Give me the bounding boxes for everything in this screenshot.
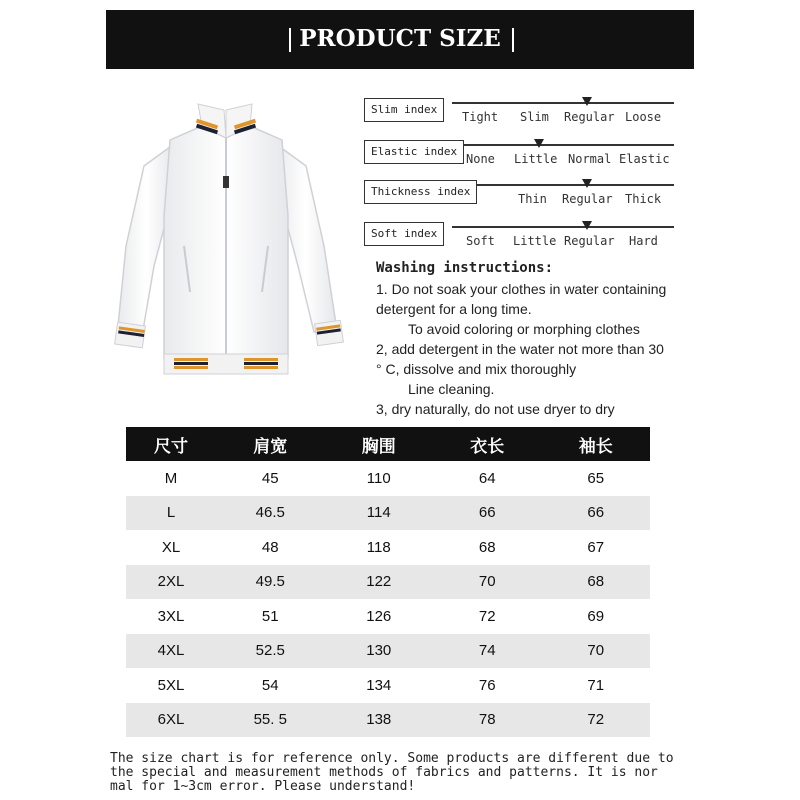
note-line: mal for 1~3cm error. Please understand! xyxy=(110,779,416,794)
size-column-header: 尺寸 xyxy=(126,427,216,461)
sleeve-cell: 66 xyxy=(542,496,651,531)
elastic-index-row xyxy=(364,138,674,168)
size-cell: 6XL xyxy=(126,703,216,738)
slim-index-label: Slim index xyxy=(364,98,444,122)
note-line: The size chart is for reference only. Some products are different due to xyxy=(110,751,674,766)
chest-cell: 122 xyxy=(325,565,434,600)
chest-cell: 130 xyxy=(325,634,434,669)
length-cell: 70 xyxy=(433,565,542,600)
slim-index-scale-line xyxy=(452,102,674,104)
thickness-index-option: Regular xyxy=(562,192,613,206)
size-cell: 4XL xyxy=(126,634,216,669)
shoulder-cell: 46.5 xyxy=(216,496,325,531)
shoulder-cell: 51 xyxy=(261,607,279,625)
table-row xyxy=(126,530,650,565)
sleeve-cell: 65 xyxy=(587,469,605,487)
shoulder-cell: 54 xyxy=(261,676,279,694)
chest-cell: 114 xyxy=(325,496,434,531)
washing-line: 2, add detergent in the water not more than 30 xyxy=(376,341,664,357)
shoulder-cell: 48 xyxy=(261,538,279,556)
size-cell: M xyxy=(164,469,178,487)
shoulder-cell: 45 xyxy=(261,469,279,487)
soft-index-selected-marker xyxy=(582,221,592,230)
washing-line: ° C, dissolve and mix thoroughly xyxy=(376,361,577,377)
elastic-index-option: Normal xyxy=(568,152,612,166)
elastic-index-option: Little xyxy=(514,152,558,166)
washing-line: 1. Do not soak your clothes in water containing xyxy=(376,281,667,297)
size-table xyxy=(126,427,650,737)
slim-index-option: Tight xyxy=(462,110,499,124)
size-cell: 2XL xyxy=(126,565,216,600)
elastic-index-selected-marker xyxy=(534,139,544,148)
soft-index-row xyxy=(364,220,674,250)
size-cell: 5XL xyxy=(157,676,185,694)
jacket-product-image xyxy=(104,96,348,386)
size-cell: L xyxy=(126,496,216,531)
table-row xyxy=(126,565,650,600)
size-cell: XL xyxy=(161,538,181,556)
length-cell: 76 xyxy=(478,676,496,694)
thickness-index-label: Thickness index xyxy=(364,180,477,204)
size-table-header-row xyxy=(126,427,650,461)
table-row xyxy=(126,668,650,703)
length-cell: 78 xyxy=(433,703,542,738)
slim-index-row xyxy=(364,96,674,126)
soft-index-option: Regular xyxy=(564,234,615,248)
slim-index-option: Regular xyxy=(564,110,615,124)
shoulder-cell: 49.5 xyxy=(216,565,325,600)
size-chart-note xyxy=(110,752,700,794)
thickness-index-option: Thick xyxy=(625,192,662,206)
slim-index-option: Slim xyxy=(520,110,549,124)
washing-instructions xyxy=(376,260,696,419)
thickness-index-option: Thin xyxy=(518,192,547,206)
table-row xyxy=(126,461,650,496)
sleeve-cell: 70 xyxy=(542,634,651,669)
table-row xyxy=(126,496,650,531)
length-cell: 68 xyxy=(478,538,496,556)
washing-line: 3, dry naturally, do not use dryer to dry xyxy=(376,401,615,417)
washing-line: Line cleaning. xyxy=(408,381,495,397)
length-cell: 66 xyxy=(433,496,542,531)
sleeve-cell: 67 xyxy=(587,538,605,556)
soft-index-option: Soft xyxy=(466,234,495,248)
elastic-index-label: Elastic index xyxy=(364,140,464,164)
note-line: the special and measurement methods of fabrics and patterns. It is nor xyxy=(110,765,658,780)
chest-cell: 118 xyxy=(366,538,391,556)
soft-index-label: Soft index xyxy=(364,222,444,246)
sleeve-cell: 71 xyxy=(587,676,605,694)
sleeve-cell: 68 xyxy=(542,565,651,600)
table-row xyxy=(126,703,650,738)
length-cell: 74 xyxy=(433,634,542,669)
washing-line: To avoid coloring or morphing clothes xyxy=(408,321,640,337)
thickness-index-scale-line xyxy=(452,184,674,186)
product-size-header xyxy=(106,10,694,69)
sleeve-cell: 69 xyxy=(587,607,605,625)
table-row xyxy=(126,634,650,669)
length-column-header: 衣长 xyxy=(433,427,542,461)
chest-cell: 126 xyxy=(366,607,392,625)
length-cell: 72 xyxy=(478,607,496,625)
thickness-index-row xyxy=(364,178,674,208)
soft-index-option: Little xyxy=(513,234,557,248)
size-cell: 3XL xyxy=(157,607,185,625)
chest-column-header: 胸围 xyxy=(325,427,434,461)
thickness-index-selected-marker xyxy=(582,179,592,188)
chest-cell: 110 xyxy=(366,469,391,487)
slim-index-option: Loose xyxy=(625,110,662,124)
header-divider-right xyxy=(512,28,514,52)
chest-cell: 138 xyxy=(325,703,434,738)
shoulder-cell: 52.5 xyxy=(216,634,325,669)
table-row xyxy=(126,599,650,634)
sleeve-cell: 72 xyxy=(542,703,651,738)
shoulder-cell: 55. 5 xyxy=(216,703,325,738)
sleeve-column-header: 袖长 xyxy=(542,427,651,461)
soft-index-option: Hard xyxy=(629,234,658,248)
soft-index-scale-line xyxy=(452,226,674,228)
chest-cell: 134 xyxy=(366,676,392,694)
elastic-index-option: None xyxy=(466,152,495,166)
elastic-index-option: Elastic xyxy=(619,152,670,166)
page-title: PRODUCT SIZE xyxy=(299,25,501,52)
length-cell: 64 xyxy=(478,469,496,487)
washing-title: Washing instructions: xyxy=(376,260,554,276)
slim-index-selected-marker xyxy=(582,97,592,106)
elastic-index-scale-line xyxy=(452,144,674,146)
shoulder-column-header: 肩宽 xyxy=(216,427,325,461)
washing-line: detergent for a long time. xyxy=(376,301,532,317)
